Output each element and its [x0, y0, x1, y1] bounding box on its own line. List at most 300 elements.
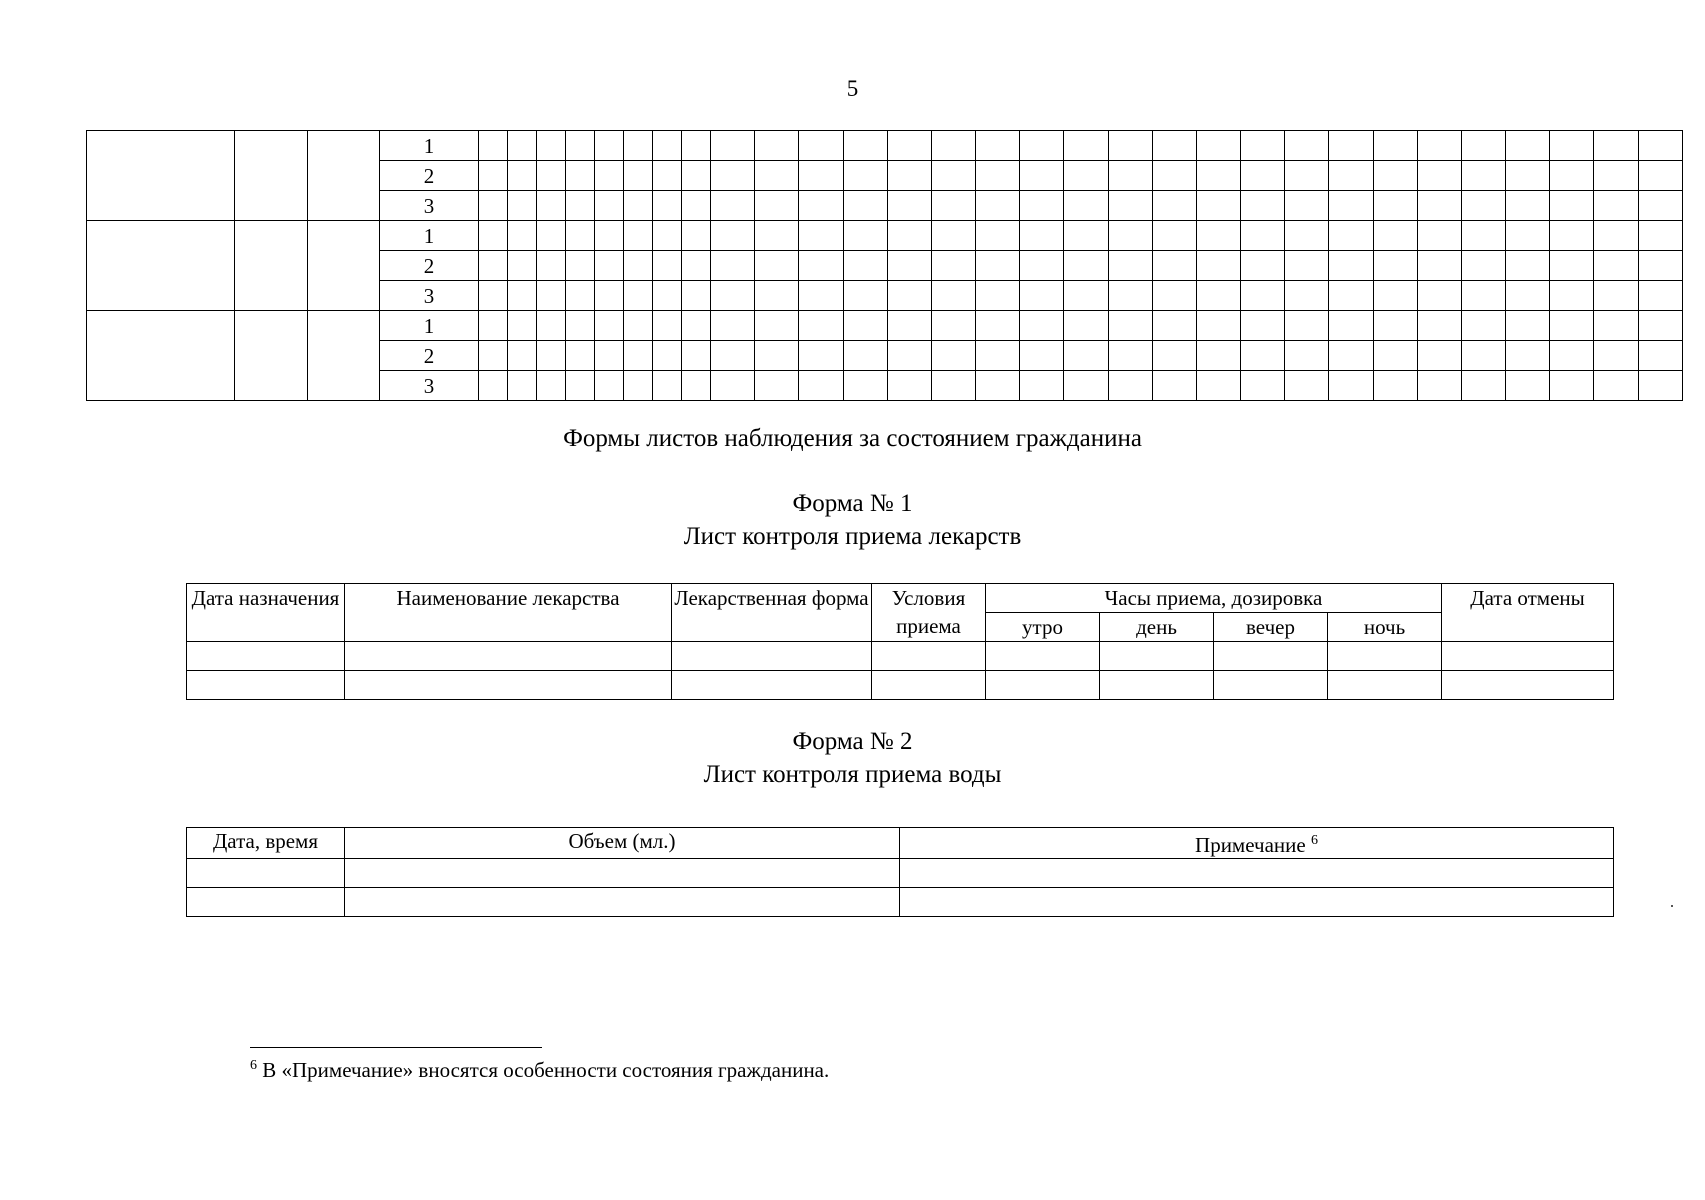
- table-cell: [345, 859, 900, 888]
- grid-cell: [595, 341, 624, 371]
- grid-cell: [624, 311, 653, 341]
- header-evening: вечер: [1214, 613, 1328, 642]
- grid-cell: [1064, 281, 1108, 311]
- grid-cell: [537, 161, 566, 191]
- grid-row-number: 3: [380, 281, 479, 311]
- grid-cell: [1196, 131, 1240, 161]
- table-cell: [900, 888, 1614, 917]
- grid-cell: [1638, 281, 1682, 311]
- grid-cell: [1594, 281, 1638, 311]
- grid-cell: [976, 131, 1020, 161]
- grid-cell: [1550, 371, 1594, 401]
- grid-cell: [682, 311, 711, 341]
- grid-cell: [595, 251, 624, 281]
- grid-cell: [755, 161, 799, 191]
- grid-cell: [711, 341, 755, 371]
- grid-cell: [1241, 311, 1285, 341]
- grid-cell: [1329, 341, 1373, 371]
- grid-cell: [1020, 311, 1064, 341]
- grid-cell: [1638, 341, 1682, 371]
- grid-cell: [595, 281, 624, 311]
- grid-cell: [1196, 191, 1240, 221]
- table-cell: [1328, 671, 1442, 700]
- grid-cell: [1550, 161, 1594, 191]
- header-drug-name: Наименование лекарства: [345, 584, 672, 642]
- header-hours-group: Часы приема, дозировка: [986, 584, 1442, 613]
- grid-cell: [653, 251, 682, 281]
- grid-cell: [711, 281, 755, 311]
- grid-cell: [1152, 341, 1196, 371]
- table-cell: [672, 671, 872, 700]
- form2-title: Лист контроля приема воды: [703, 761, 1002, 788]
- grid-cell: [1064, 221, 1108, 251]
- grid-cell: [1152, 311, 1196, 341]
- grid-cell: [1241, 131, 1285, 161]
- grid-cell: [1417, 341, 1461, 371]
- grid-cell: [1241, 341, 1285, 371]
- scan-speck: [1671, 905, 1673, 907]
- grid-row-number: 1: [380, 311, 479, 341]
- grid-cell: [843, 311, 887, 341]
- grid-cell: [1152, 221, 1196, 251]
- grid-cell: [479, 341, 508, 371]
- grid-cell: [1506, 161, 1550, 191]
- header-note-label: Примечание: [1195, 833, 1306, 857]
- grid-cell: [799, 191, 843, 221]
- table-cell: [345, 671, 672, 700]
- grid-cell: [1373, 371, 1417, 401]
- grid-cell: [887, 161, 931, 191]
- grid-cell: [1108, 281, 1152, 311]
- grid-row: [87, 131, 1683, 161]
- medication-control-table: [186, 583, 1614, 700]
- grid-cell: [1461, 161, 1505, 191]
- grid-cell: [566, 281, 595, 311]
- grid-cell: [653, 221, 682, 251]
- grid-cell: [976, 311, 1020, 341]
- grid-cell: [1594, 371, 1638, 401]
- grid-cell: [976, 161, 1020, 191]
- grid-cell: [1108, 341, 1152, 371]
- grid-cell: [682, 281, 711, 311]
- grid-cell: [1506, 341, 1550, 371]
- grid-cell: [755, 191, 799, 221]
- grid-cell: [595, 161, 624, 191]
- grid-cell: [1241, 161, 1285, 191]
- grid-cell: [1506, 281, 1550, 311]
- grid-cell: [1196, 161, 1240, 191]
- grid-cell: [1285, 251, 1329, 281]
- grid-cell: [479, 251, 508, 281]
- grid-cell: [1506, 191, 1550, 221]
- grid-cell: [843, 191, 887, 221]
- grid-cell: [1550, 221, 1594, 251]
- grid-cell: [508, 341, 537, 371]
- grid-cell: [624, 251, 653, 281]
- page-number: 5: [846, 76, 859, 101]
- grid-cell: [1417, 221, 1461, 251]
- grid-cell: [595, 191, 624, 221]
- grid-cell: [1108, 161, 1152, 191]
- grid-cell: [1638, 161, 1682, 191]
- grid-cell: [1241, 371, 1285, 401]
- grid-cell: [624, 161, 653, 191]
- grid-cell: [1064, 371, 1108, 401]
- grid-cell: [1550, 341, 1594, 371]
- header-drug-form: Лекарственная форма: [672, 584, 872, 642]
- grid-cell: [1594, 161, 1638, 191]
- grid-row: [87, 221, 1683, 251]
- grid-cell: [1196, 281, 1240, 311]
- grid-cell: [624, 341, 653, 371]
- grid-cell: [799, 161, 843, 191]
- grid-cell: [1108, 371, 1152, 401]
- grid-cell: [537, 191, 566, 221]
- grid-cell: [653, 191, 682, 221]
- grid-cell: [1196, 251, 1240, 281]
- grid-cell: [1241, 251, 1285, 281]
- footnote-mark: 6: [1310, 833, 1318, 848]
- grid-cell: [1550, 191, 1594, 221]
- grid-cell: [799, 371, 843, 401]
- header-night: ночь: [1328, 613, 1442, 642]
- grid-cell: [1417, 131, 1461, 161]
- grid-cell: [1020, 191, 1064, 221]
- grid-cell: [1020, 251, 1064, 281]
- grid-cell: [537, 341, 566, 371]
- grid-cell: [843, 281, 887, 311]
- grid-cell: [595, 311, 624, 341]
- grid-cell: [711, 311, 755, 341]
- grid-cell: [1417, 191, 1461, 221]
- grid-cell: [1020, 221, 1064, 251]
- grid-group-cell: [87, 311, 235, 401]
- grid-cell: [1461, 191, 1505, 221]
- grid-cell: [1417, 281, 1461, 311]
- grid-cell: [1417, 161, 1461, 191]
- footnote-divider: [250, 1047, 542, 1048]
- grid-cell: [931, 311, 975, 341]
- grid-cell: [1196, 221, 1240, 251]
- grid-cell: [1373, 191, 1417, 221]
- table-cell: [187, 671, 345, 700]
- grid-cell: [566, 311, 595, 341]
- grid-cell: [1152, 191, 1196, 221]
- grid-cell: [843, 341, 887, 371]
- grid-cell: [566, 371, 595, 401]
- grid-cell: [624, 371, 653, 401]
- grid-cell: [1638, 221, 1682, 251]
- grid-cell: [508, 131, 537, 161]
- grid-cell: [1152, 161, 1196, 191]
- grid-cell: [711, 161, 755, 191]
- grid-cell: [682, 191, 711, 221]
- grid-cell: [1461, 341, 1505, 371]
- header-volume: Объем (мл.): [345, 828, 900, 859]
- table-cell: [187, 888, 345, 917]
- grid-cell: [653, 341, 682, 371]
- form1-number: Форма № 1: [792, 490, 913, 517]
- grid-cell: [1196, 311, 1240, 341]
- grid-cell: [1373, 281, 1417, 311]
- observation-grid-table: [86, 130, 1683, 401]
- grid-cell: [682, 251, 711, 281]
- grid-cell: [799, 131, 843, 161]
- table-row: [187, 859, 1614, 888]
- grid-cell: [479, 191, 508, 221]
- grid-cell: [887, 131, 931, 161]
- grid-cell: [1196, 341, 1240, 371]
- grid-cell: [1461, 281, 1505, 311]
- grid-cell: [653, 311, 682, 341]
- grid-cell: [653, 131, 682, 161]
- grid-cell: [931, 341, 975, 371]
- grid-cell: [711, 131, 755, 161]
- grid-cell: [1594, 251, 1638, 281]
- grid-cell: [755, 371, 799, 401]
- grid-cell: [479, 281, 508, 311]
- grid-group-cell: [87, 221, 235, 311]
- footnote: [250, 1058, 829, 1083]
- water-intake-table: [186, 827, 1614, 917]
- grid-cell: [1285, 311, 1329, 341]
- grid-cell: [508, 161, 537, 191]
- grid-cell: [711, 221, 755, 251]
- grid-cell: [1329, 131, 1373, 161]
- grid-cell: [931, 221, 975, 251]
- grid-cell: [976, 221, 1020, 251]
- grid-group-cell: [308, 221, 380, 311]
- grid-cell: [755, 251, 799, 281]
- grid-cell: [653, 371, 682, 401]
- grid-cell: [976, 341, 1020, 371]
- grid-cell: [931, 281, 975, 311]
- grid-cell: [976, 371, 1020, 401]
- grid-cell: [1373, 341, 1417, 371]
- grid-cell: [1506, 371, 1550, 401]
- grid-cell: [755, 311, 799, 341]
- grid-group-cell: [235, 311, 308, 401]
- grid-cell: [566, 221, 595, 251]
- grid-cell: [1550, 131, 1594, 161]
- grid-cell: [1108, 251, 1152, 281]
- grid-cell: [799, 221, 843, 251]
- grid-cell: [1020, 161, 1064, 191]
- table-cell: [345, 642, 672, 671]
- table-cell: [1442, 642, 1614, 671]
- grid-group-cell: [235, 221, 308, 311]
- grid-cell: [1064, 131, 1108, 161]
- grid-cell: [1020, 371, 1064, 401]
- header-day: день: [1100, 613, 1214, 642]
- grid-cell: [682, 371, 711, 401]
- grid-cell: [566, 191, 595, 221]
- grid-cell: [1285, 221, 1329, 251]
- grid-row-number: 3: [380, 371, 479, 401]
- grid-cell: [755, 341, 799, 371]
- grid-cell: [1064, 191, 1108, 221]
- footnote-number: 6: [250, 1058, 257, 1073]
- grid-cell: [682, 161, 711, 191]
- grid-cell: [595, 131, 624, 161]
- grid-cell: [799, 341, 843, 371]
- grid-cell: [1020, 281, 1064, 311]
- grid-cell: [1241, 191, 1285, 221]
- grid-cell: [1638, 191, 1682, 221]
- grid-cell: [931, 161, 975, 191]
- grid-row-number: 1: [380, 221, 479, 251]
- grid-cell: [887, 251, 931, 281]
- table-cell: [672, 642, 872, 671]
- grid-row: [87, 311, 1683, 341]
- grid-cell: [931, 371, 975, 401]
- grid-cell: [1064, 311, 1108, 341]
- grid-cell: [566, 341, 595, 371]
- table-row: [187, 888, 1614, 917]
- grid-cell: [1461, 131, 1505, 161]
- grid-cell: [1285, 131, 1329, 161]
- grid-cell: [508, 251, 537, 281]
- grid-cell: [1594, 191, 1638, 221]
- grid-cell: [1506, 221, 1550, 251]
- grid-cell: [887, 281, 931, 311]
- grid-cell: [508, 311, 537, 341]
- grid-cell: [1550, 311, 1594, 341]
- grid-group-cell: [308, 131, 380, 221]
- grid-cell: [682, 341, 711, 371]
- grid-cell: [799, 311, 843, 341]
- grid-cell: [1152, 131, 1196, 161]
- grid-cell: [1329, 161, 1373, 191]
- grid-cell: [1020, 131, 1064, 161]
- grid-cell: [711, 251, 755, 281]
- grid-cell: [1594, 341, 1638, 371]
- grid-cell: [1329, 311, 1373, 341]
- grid-cell: [799, 251, 843, 281]
- grid-cell: [653, 161, 682, 191]
- grid-cell: [682, 131, 711, 161]
- grid-cell: [1373, 251, 1417, 281]
- header-note: [900, 828, 1614, 859]
- grid-group-cell: [87, 131, 235, 221]
- grid-cell: [595, 371, 624, 401]
- grid-cell: [976, 251, 1020, 281]
- grid-cell: [1064, 341, 1108, 371]
- grid-cell: [1329, 281, 1373, 311]
- grid-row-number: 1: [380, 131, 479, 161]
- grid-group-cell: [308, 311, 380, 401]
- grid-cell: [1550, 251, 1594, 281]
- table-cell: [187, 859, 345, 888]
- table-cell: [1100, 671, 1214, 700]
- grid-cell: [479, 221, 508, 251]
- grid-cell: [1638, 131, 1682, 161]
- grid-cell: [537, 371, 566, 401]
- table-cell: [986, 671, 1100, 700]
- grid-cell: [1152, 371, 1196, 401]
- grid-cell: [1241, 281, 1285, 311]
- grid-cell: [1285, 341, 1329, 371]
- grid-cell: [1373, 131, 1417, 161]
- grid-cell: [887, 371, 931, 401]
- grid-cell: [1461, 251, 1505, 281]
- grid-cell: [566, 131, 595, 161]
- grid-cell: [624, 191, 653, 221]
- grid-cell: [566, 251, 595, 281]
- grid-cell: [479, 311, 508, 341]
- table-cell: [187, 642, 345, 671]
- grid-cell: [1329, 251, 1373, 281]
- table-cell: [1442, 671, 1614, 700]
- table-row: [187, 671, 1614, 700]
- grid-cell: [1461, 311, 1505, 341]
- grid-cell: [1550, 281, 1594, 311]
- form2-number: Форма № 2: [792, 728, 913, 755]
- grid-cell: [1594, 221, 1638, 251]
- grid-cell: [755, 131, 799, 161]
- grid-cell: [931, 251, 975, 281]
- grid-cell: [624, 131, 653, 161]
- grid-cell: [887, 311, 931, 341]
- grid-cell: [537, 221, 566, 251]
- table-cell: [872, 671, 986, 700]
- grid-group-cell: [235, 131, 308, 221]
- grid-cell: [1152, 281, 1196, 311]
- grid-cell: [1594, 131, 1638, 161]
- grid-cell: [843, 221, 887, 251]
- grid-cell: [1108, 131, 1152, 161]
- grid-cell: [1506, 131, 1550, 161]
- grid-cell: [887, 191, 931, 221]
- grid-cell: [1594, 311, 1638, 341]
- grid-cell: [1506, 311, 1550, 341]
- grid-cell: [566, 161, 595, 191]
- header-date-assigned: Дата назначения: [187, 584, 345, 642]
- table-cell: [900, 859, 1614, 888]
- grid-cell: [887, 341, 931, 371]
- grid-row-number: 3: [380, 191, 479, 221]
- grid-cell: [1285, 161, 1329, 191]
- grid-cell: [1417, 311, 1461, 341]
- grid-cell: [843, 251, 887, 281]
- header-morning: утро: [986, 613, 1100, 642]
- grid-cell: [537, 251, 566, 281]
- grid-cell: [711, 191, 755, 221]
- table-cell: [345, 888, 900, 917]
- grid-cell: [1373, 221, 1417, 251]
- grid-cell: [931, 131, 975, 161]
- grid-cell: [537, 281, 566, 311]
- grid-cell: [1329, 191, 1373, 221]
- form1-title: Лист контроля приема лекарств: [683, 523, 1022, 550]
- grid-cell: [887, 221, 931, 251]
- table-row: [187, 642, 1614, 671]
- grid-cell: [479, 131, 508, 161]
- grid-cell: [1638, 371, 1682, 401]
- grid-cell: [508, 281, 537, 311]
- grid-cell: [843, 161, 887, 191]
- grid-cell: [1329, 221, 1373, 251]
- grid-cell: [479, 161, 508, 191]
- grid-cell: [799, 281, 843, 311]
- grid-cell: [1638, 311, 1682, 341]
- grid-cell: [931, 191, 975, 221]
- table-cell: [1328, 642, 1442, 671]
- grid-cell: [1461, 371, 1505, 401]
- grid-cell: [682, 221, 711, 251]
- section-title: Формы листов наблюдения за состоянием гражданина: [563, 425, 1142, 452]
- grid-cell: [976, 191, 1020, 221]
